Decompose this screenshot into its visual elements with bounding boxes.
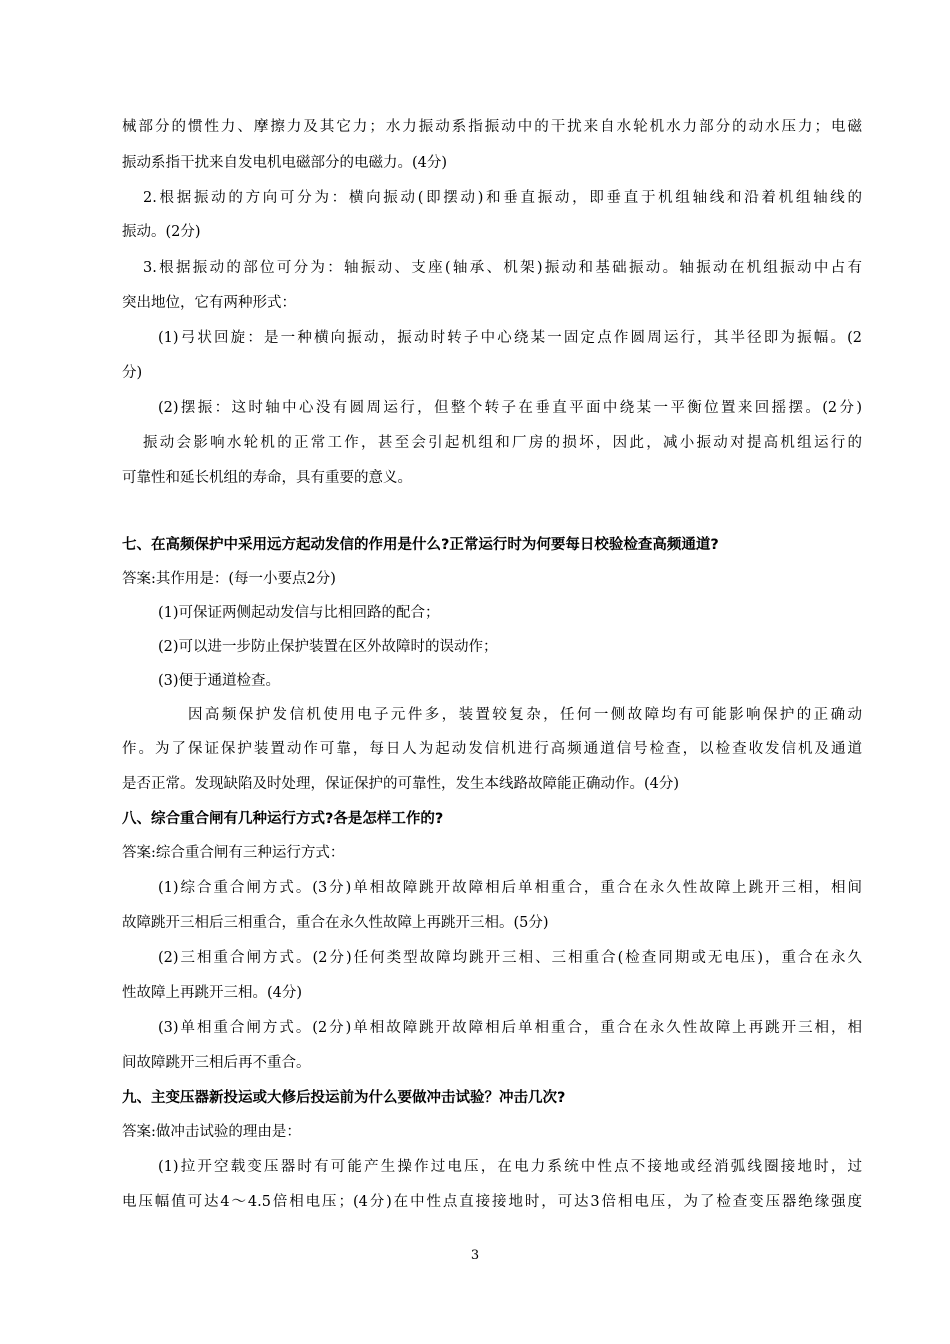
text-line: 是否正常。发现缺陷及时处理，保证保护的可靠性，发生本线路故障能正确动作。(4分) — [122, 776, 680, 792]
text-line: 3.根据振动的部位可分为：轴振动、支座(轴承、机架)振动和基础振动。轴振动在机组振动中占有 — [143, 260, 862, 276]
answer-label: 答案:做冲击试验的理由是： — [122, 1124, 301, 1140]
answer-label: 答案:综合重合闸有三种运行方式： — [122, 845, 345, 861]
text-line: (1)可保证两侧起动发信与比相回路的配合； — [158, 605, 440, 621]
text-line: 2.根据振动的方向可分为：横向振动(即摆动)和垂直振动，即垂直于机组轴线和沿着机组轴线的 — [143, 190, 862, 206]
page-number: 3 — [470, 1248, 480, 1263]
text-line: 故障跳开三相后三相重合，重合在永久性故障上再跳开三相。(5分) — [122, 915, 549, 931]
text-line: (3)便于通道检查。 — [158, 673, 281, 689]
text-line: (1)综合重合闸方式。(3分)单相故障跳开故障相后单相重合，重合在永久性故障上跳开三相，相间 — [158, 880, 862, 896]
answer-label: 答案:其作用是：(每一小要点2分) — [122, 571, 336, 587]
text-line: 性故障上再跳开三相。(4分) — [122, 985, 303, 1001]
section-heading: 九、主变压器新投运或大修后投运前为什么要做冲击试验？冲击几次? — [122, 1090, 566, 1106]
text-line: 振动。(2分) — [122, 224, 201, 240]
text-line: 电压幅值可达4～4.5倍相电压；(4分)在中性点直接接地时，可达3倍相电压，为了检查变压器绝缘强度 — [122, 1194, 862, 1210]
text-line: (1)拉开空载变压器时有可能产生操作过电压，在电力系统中性点不接地或经消弧线圈接地时，过 — [158, 1159, 862, 1175]
section-heading: 八、综合重合闸有几种运行方式?各是怎样工作的? — [122, 811, 444, 827]
text-line: (2)摆振：这时轴中心没有圆周运行，但整个转子在垂直平面中绕某一平衡位置来回摇摆。(2分) — [158, 400, 862, 416]
text-line: 因高频保护发信机使用电子元件多，装置较复杂，任何一侧故障均有可能影响保护的正确动 — [188, 707, 862, 723]
text-line: 振动系指干扰来自发电机电磁部分的电磁力。(4分) — [122, 155, 448, 171]
text-line: 可靠性和延长机组的寿命，具有重要的意义。 — [122, 470, 412, 486]
text-line: 间故障跳开三相后再不重合。 — [122, 1055, 311, 1071]
text-line: (2)可以进一步防止保护装置在区外故障时的误动作； — [158, 639, 498, 655]
text-line: 械部分的惯性力、摩擦力及其它力；水力振动系指振动中的干扰来自水轮机水力部分的动水压力；电磁 — [122, 119, 862, 135]
text-line: (1)弓状回旋：是一种横向振动，振动时转子中心绕某一固定点作圆周运行，其半径即为振幅。(2 — [158, 330, 862, 346]
section-heading: 七、在高频保护中采用远方起动发信的作用是什么?正常运行时为何要每日校验检查高频通道? — [122, 537, 719, 553]
text-line: 突出地位，它有两种形式： — [122, 295, 296, 311]
text-line: 作。为了保证保护装置动作可靠，每日人为起动发信机进行高频通道信号检查，以检查收发信机及通道 — [122, 741, 862, 757]
text-line: (2)三相重合闸方式。(2分)任何类型故障均跳开三相、三相重合(检查同期或无电压)，重合在永久 — [158, 950, 862, 966]
text-line: 振动会影响水轮机的正常工作，甚至会引起机组和厂房的损坏，因此，减小振动对提高机组运行的 — [143, 435, 862, 451]
text-line: (3)单相重合闸方式。(2分)单相故障跳开故障相后单相重合，重合在永久性故障上再跳开三相，相 — [158, 1020, 862, 1036]
text-line: 分) — [122, 365, 143, 381]
